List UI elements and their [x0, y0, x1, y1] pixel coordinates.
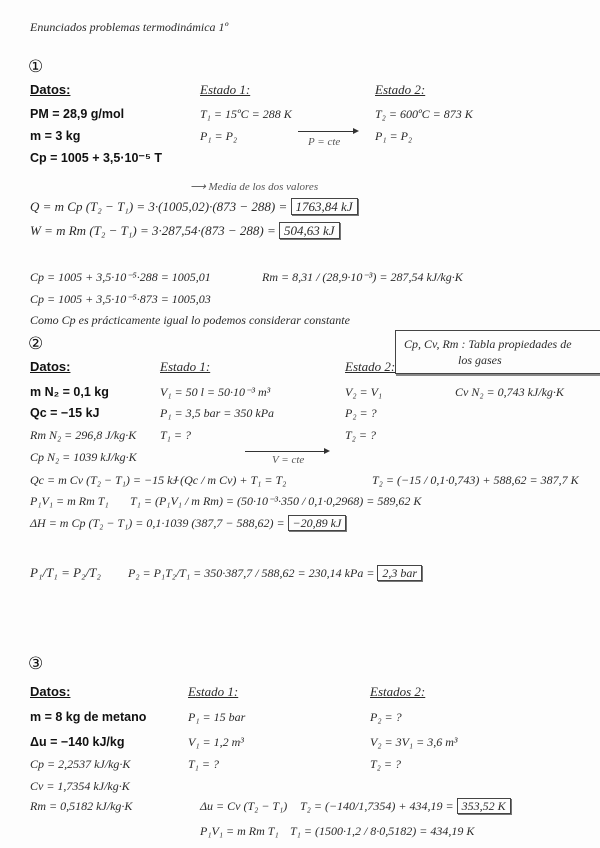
p2-estado1-item: T₁ = ?	[160, 428, 191, 442]
process-arrow-icon	[245, 451, 325, 452]
p2-ratio: P₁/T₁ = P₂/T₂	[30, 565, 101, 580]
p1-w-result: 504,63 kJ	[279, 222, 340, 239]
p2-eq2b: T₁ = (P₁V₁ / m Rm) = (50·10⁻³·350 / 0,1·0,2968) = 589,62 K	[130, 494, 422, 508]
p3-estado1-heading: Estado 1:	[188, 684, 239, 699]
p2-eq3-text: ΔH = m Cp (T₂ − T₁) = 0,1·1039 (387,7 − 588,62) =	[30, 516, 285, 530]
p3-datos-item: m = 8 kg de metano	[30, 710, 147, 724]
p3-eq1b-text: T₂ = (−140/1,7354) + 434,19 =	[300, 799, 454, 813]
p2-cv: Cv N₂ = 0,743 kJ/kg·K	[455, 385, 564, 399]
p2-eq1a: Qc = m Cv (T₂ − T₁) = −15 kJ	[30, 473, 178, 487]
table-note-line: los gases	[458, 353, 502, 367]
problem-1-number: ①	[28, 57, 44, 77]
problem-3-number: ③	[28, 654, 44, 674]
p2-p2-equation	[128, 566, 422, 580]
p1-estado1-item: T₁ = 15ºC = 288 K	[200, 107, 292, 121]
p3-datos-heading: Datos:	[30, 684, 71, 699]
p3-estado1-item: V₁ = 1,2 m³	[188, 735, 244, 749]
p1-estado1-item: P₁ = P₂	[200, 129, 238, 143]
p2-datos-heading: Datos:	[30, 359, 71, 374]
p1-w-equation	[30, 224, 340, 238]
p1-process-label: P = cte	[308, 136, 341, 148]
p2-eq3	[30, 516, 346, 530]
p2-eq2a: P₁V₁ = m Rm T₁	[30, 494, 109, 508]
p2-estado2-item: V₂ = V₁	[345, 385, 383, 399]
p3-datos-item: Δu = −140 kJ/kg	[30, 735, 125, 749]
p2-datos-item: Qc = −15 kJ	[30, 406, 100, 420]
process-arrow-icon	[298, 131, 354, 132]
p2-process-label: V = cte	[272, 454, 305, 466]
p1-note-media: ⟶ Media de los dos valores	[190, 181, 319, 193]
p2-estado2-item: P₂ = ?	[345, 406, 377, 420]
p2-datos-item: Cp N₂ = 1039 kJ/kg·K	[30, 450, 137, 464]
p2-estado2-item: T₂ = ?	[345, 428, 376, 442]
p1-datos-heading: Datos:	[30, 82, 71, 97]
p2-estado1-item: V₁ = 50 l = 50·10⁻³ m³	[160, 385, 271, 399]
p1-cp1: Cp = 1005 + 3,5·10⁻⁵·288 = 1005,01	[30, 270, 211, 284]
p1-datos-item: m = 3 kg	[30, 129, 81, 143]
p1-estado2-item: P₁ = P₂	[375, 129, 413, 143]
p2-eq1c: T₂ = (−15 / 0,1·0,743) + 588,62 = 387,7 K	[372, 473, 579, 487]
p1-datos-item: Cp = 1005 + 3,5·10⁻⁵ T	[30, 151, 162, 165]
p3-eq1b-line	[300, 799, 511, 813]
p3-estado1-item: P₁ = 15 bar	[188, 710, 246, 724]
p3-estado2-item: V₂ = 3V₁ = 3,6 m³	[370, 735, 458, 749]
p3-estado1-item: T₁ = ?	[188, 757, 219, 771]
p1-rm: Rm = 8,31 / (28,9·10⁻³) = 287,54 kJ/kg·K	[262, 270, 463, 284]
p3-estado2-item: T₂ = ?	[370, 757, 401, 771]
p2-estado1-heading: Estado 1:	[160, 359, 211, 374]
p3-datos-item: Rm = 0,5182 kJ/kg·K	[30, 799, 133, 813]
problem-2-number: ②	[28, 334, 44, 354]
p3-datos-item: Cv = 1,7354 kJ/kg·K	[30, 779, 130, 793]
p2-datos-item: m N₂ = 0,1 kg	[30, 385, 109, 399]
p2-eq1b: −(Qc / m Cv) + T₁ = T₂	[172, 473, 287, 487]
p1-w-equation-text: W = m Rm (T₂ − T₁) = 3·287,54·(873 − 288) =	[30, 223, 276, 238]
p1-estado1-heading: Estado 1:	[200, 82, 251, 97]
p1-q-result: 1763,84 kJ	[291, 198, 358, 215]
p1-estado2-heading: Estado 2:	[375, 82, 426, 97]
table-note-box	[395, 330, 600, 374]
p1-conclusion: Como Cp es prácticamente igual lo podemos considerar constante	[30, 313, 350, 327]
p2-p2-result: 2,3 bar	[377, 565, 422, 581]
table-note-line: Cp, Cv, Rm : Tabla propiedades de	[404, 337, 572, 351]
p2-datos-item: Rm N₂ = 296,8 J/kg·K	[30, 428, 137, 442]
p3-estado2-item: P₂ = ?	[370, 710, 402, 724]
p2-eq3-result: −20,89 kJ	[288, 515, 347, 531]
p1-q-equation	[30, 200, 358, 214]
p1-estado2-item: T₂ = 600ºC = 873 K	[375, 107, 473, 121]
p3-eq2a: P₁V₁ = m Rm T₁	[200, 824, 279, 838]
document-title: Enunciados problemas termodinámica 1º	[30, 20, 229, 34]
p2-estado2-heading: Estado 2:	[345, 359, 396, 374]
p3-eq1-result: 353,52 K	[457, 798, 511, 814]
p2-estado1-item: P₁ = 3,5 bar = 350 kPa	[160, 406, 275, 420]
p3-datos-item: Cp = 2,2537 kJ/kg·K	[30, 757, 131, 771]
p3-eq1a: Δu = Cv (T₂ − T₁)	[200, 799, 288, 813]
p3-estado2-heading: Estados 2:	[370, 684, 426, 699]
p2-p2-equation-text: P₂ = P₁T₂/T₁ = 350·387,7 / 588,62 = 230,14 kPa =	[128, 566, 375, 580]
p1-cp2: Cp = 1005 + 3,5·10⁻⁵·873 = 1005,03	[30, 292, 211, 306]
p1-q-equation-text: Q = m Cp (T₂ − T₁) = 3·(1005,02)·(873 − 288) =	[30, 199, 288, 214]
p3-eq2b: T₁ = (1500·1,2 / 8·0,5182) = 434,19 K	[290, 824, 475, 838]
p1-datos-item: PM = 28,9 g/mol	[30, 107, 125, 121]
